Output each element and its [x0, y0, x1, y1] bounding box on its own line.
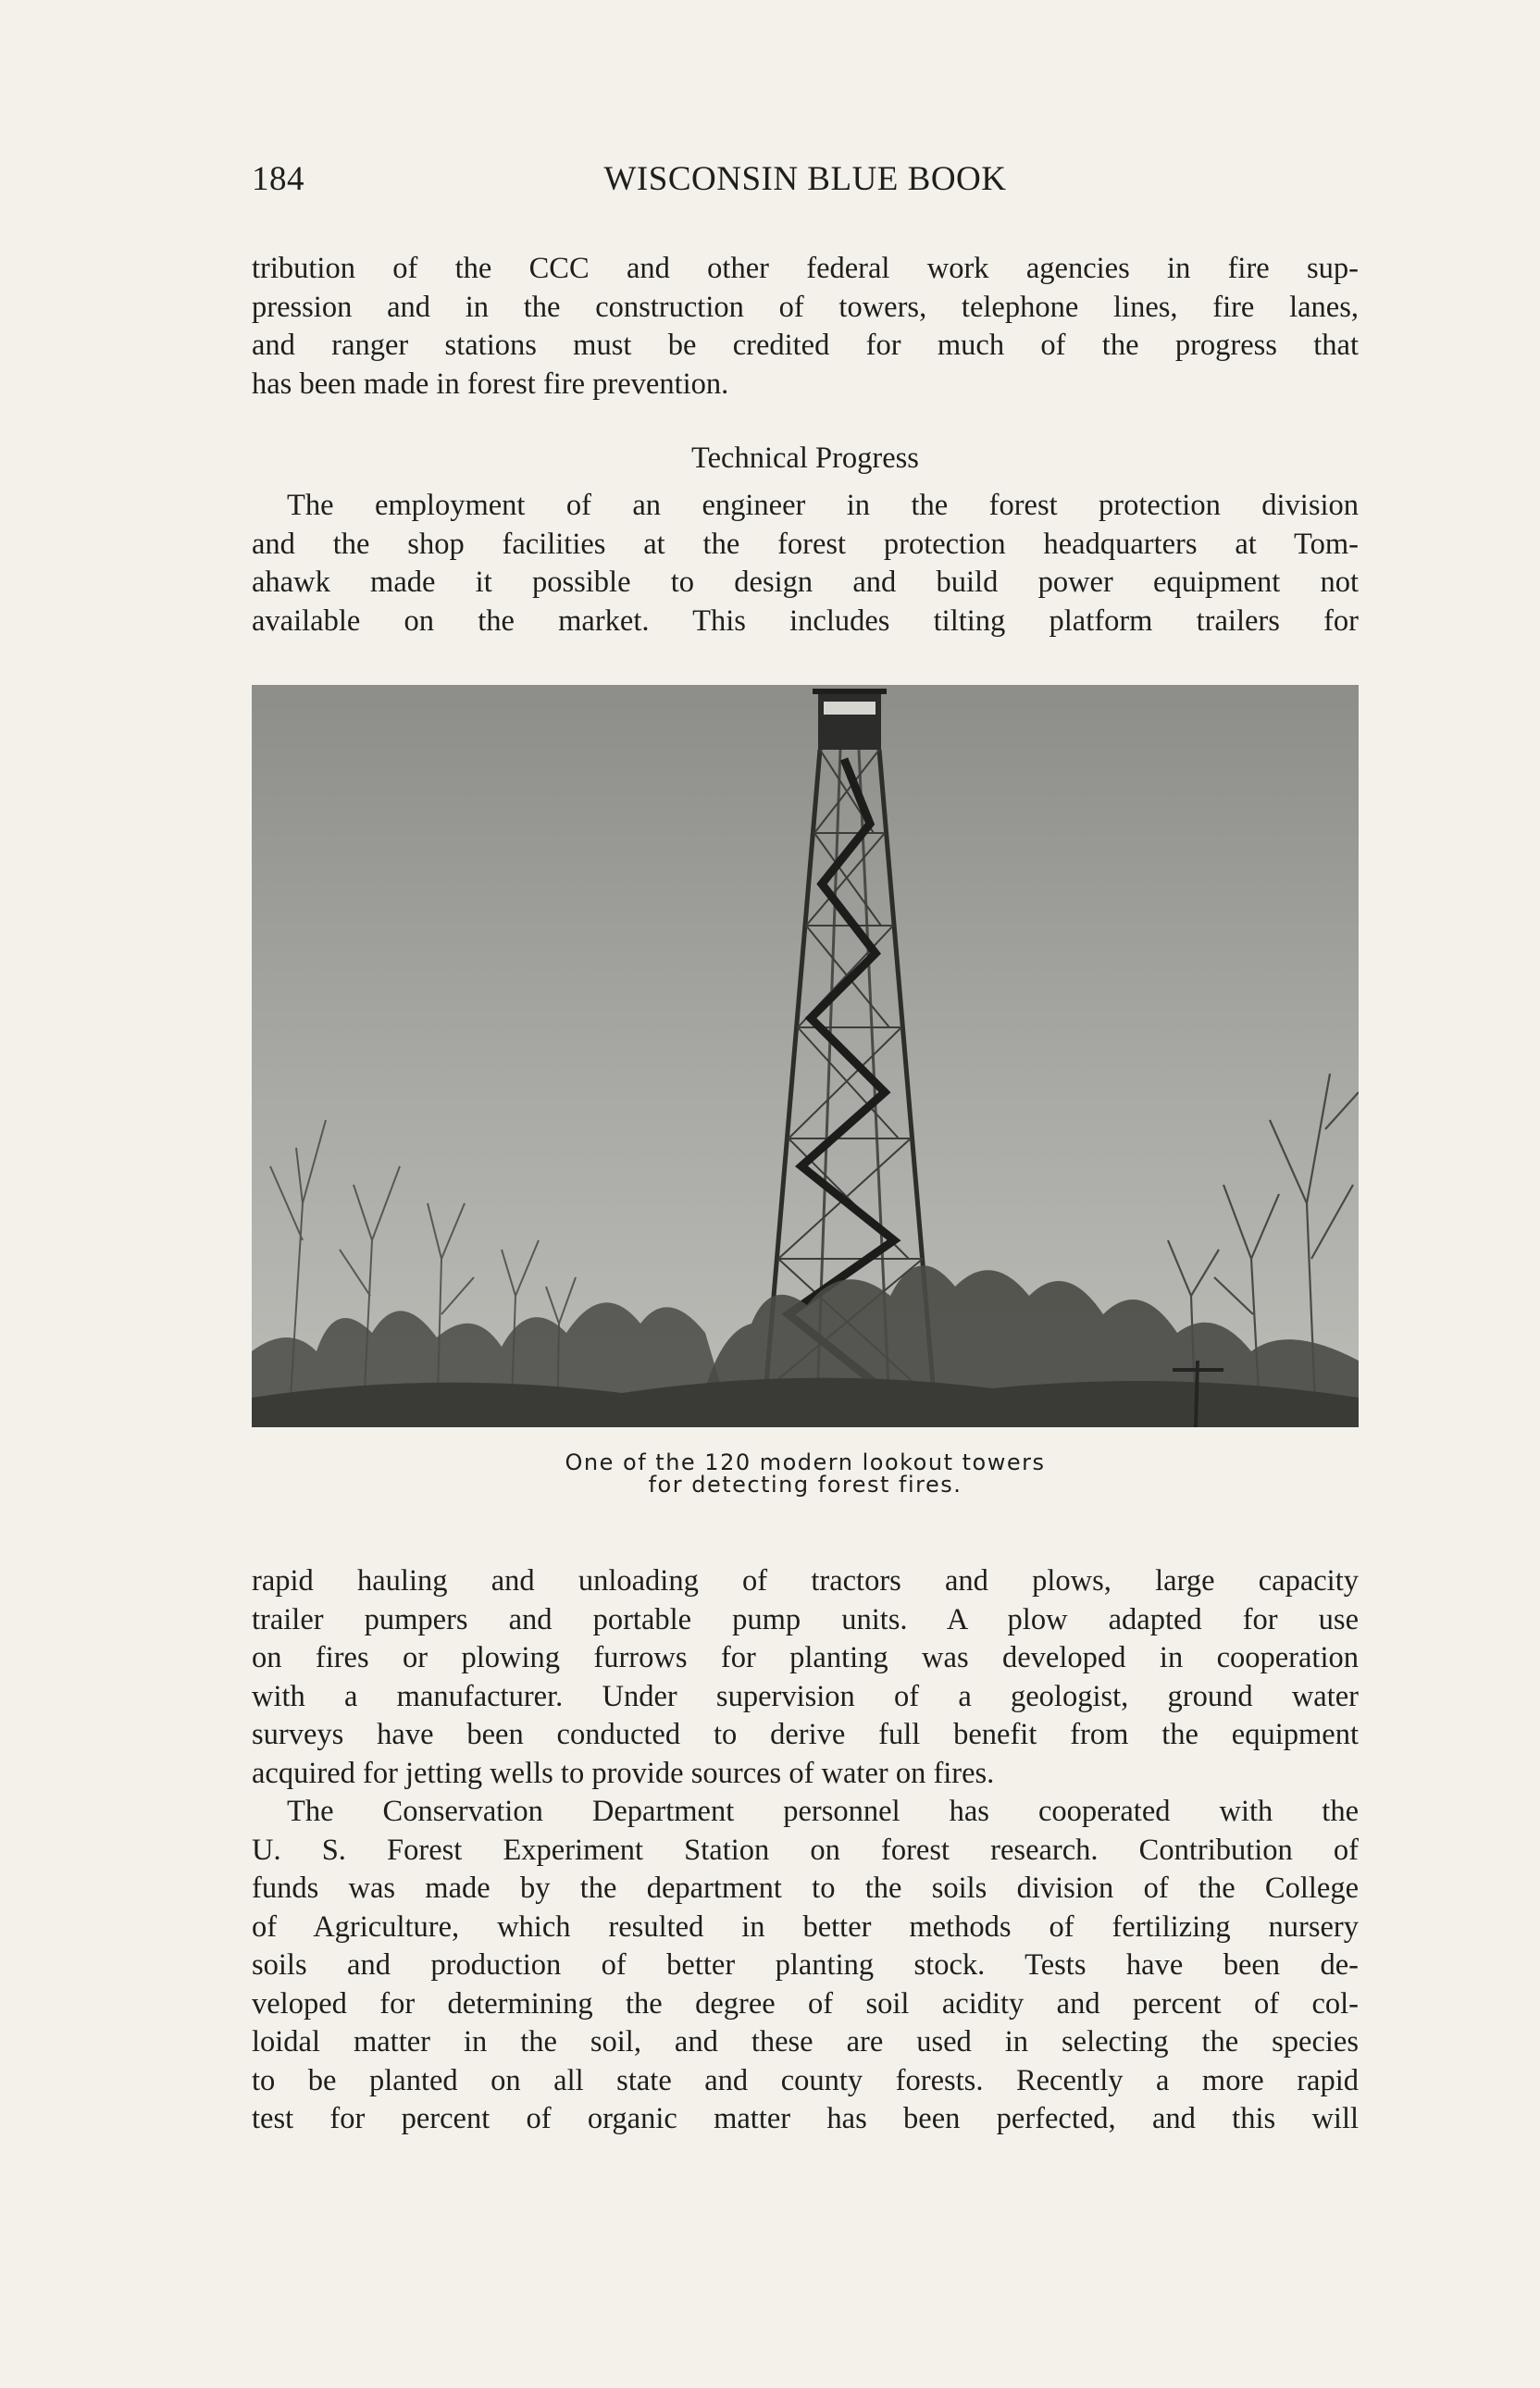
- text-line: U. S. Forest Experiment Station on forest research. Contribution of: [252, 1833, 1359, 1867]
- intro-paragraph: [252, 250, 1359, 404]
- text-line: veloped for determining the degree of soil acidity and percent of col-: [252, 1986, 1359, 2021]
- tower-photo-graphic: [252, 685, 1359, 1427]
- tower-cab: [818, 692, 881, 750]
- figure-caption: [252, 1451, 1359, 1496]
- technical-progress-paragraph: [252, 487, 1359, 641]
- caption-line: for detecting forest fires.: [648, 1472, 962, 1498]
- text-line: rapid hauling and unloading of tractors and plows, large capacity: [252, 1564, 1359, 1598]
- text-line: and ranger stations must be credited for much of the progress that: [252, 329, 1359, 362]
- text-line: test for percent of organic matter has been perfected, and this will: [252, 2102, 1359, 2135]
- continuation-paragraph: [252, 1562, 1359, 1793]
- running-head: [252, 159, 1359, 202]
- text-line: acquired for jetting wells to provide sources of water on fires.: [252, 1756, 995, 1790]
- text-line: has been made in forest fire prevention.: [252, 367, 729, 401]
- text-line: trailer pumpers and portable pump units. A plow adapted for use: [252, 1602, 1359, 1636]
- book-title: WISCONSIN BLUE BOOK: [603, 160, 1007, 198]
- text-line: The employment of an engineer in the forest protection division: [287, 489, 1359, 522]
- page-number: 184: [252, 160, 304, 198]
- text-line: soils and production of better planting stock. Tests have been de-: [252, 1948, 1359, 1982]
- text-line: with a manufacturer. Under supervision of a geologist, ground water: [252, 1679, 1359, 1713]
- text-line: and the shop facilities at the forest protection headquarters at Tom-: [252, 527, 1359, 561]
- research-paragraph: [252, 1793, 1359, 2139]
- text-line: surveys have been conducted to derive full benefit from the equipment: [252, 1718, 1359, 1751]
- lookout-tower-photo: [252, 685, 1359, 1427]
- text-line: The Conservation Department personnel has cooperated with the: [287, 1795, 1359, 1828]
- text-line: ahawk made it possible to design and build power equipment not: [252, 566, 1359, 599]
- text-line: available on the market. This includes tilting platform trailers for: [252, 603, 1359, 638]
- section-heading: Technical Progress: [691, 442, 919, 475]
- text-line: pression and in the construction of towers, telephone lines, fire lanes,: [252, 290, 1359, 324]
- text-line: of Agriculture, which resulted in better methods of fertilizing nursery: [252, 1909, 1359, 1944]
- tower-cab-windows: [824, 702, 876, 715]
- text-line: loidal matter in the soil, and these are used in selecting the species: [252, 2025, 1359, 2058]
- caption-line: One of the 120 modern lookout towers: [565, 1449, 1046, 1475]
- text-line: tribution of the CCC and other federal work agencies in fire sup-: [252, 252, 1359, 285]
- text-line: on fires or plowing furrows for planting was developed in cooperation: [252, 1641, 1359, 1674]
- text-line: funds was made by the department to the soils division of the College: [252, 1872, 1359, 1905]
- text-line: to be planted on all state and county forests. Recently a more rapid: [252, 2063, 1359, 2097]
